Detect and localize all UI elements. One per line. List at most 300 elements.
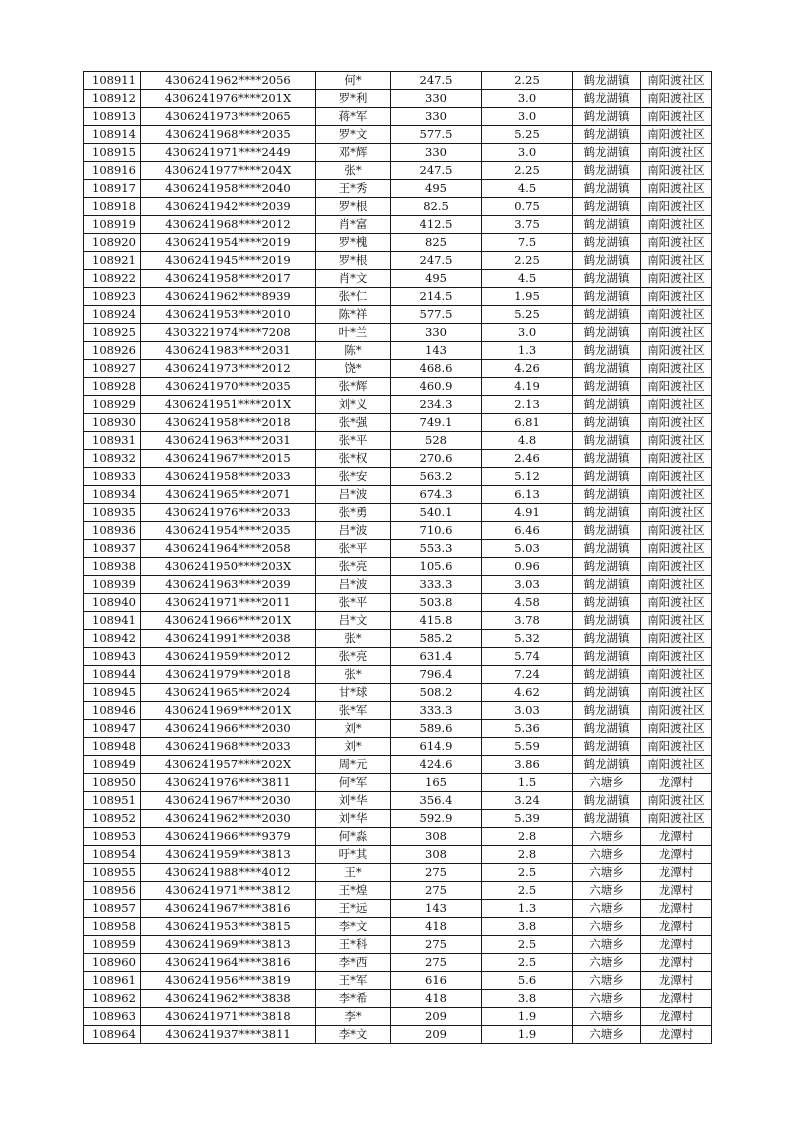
town-cell: 鹤龙湖镇 xyxy=(573,288,641,306)
community-cell: 南阳渡社区 xyxy=(641,216,712,234)
quantity-cell: 6.46 xyxy=(482,522,573,540)
record-id-cell: 108960 xyxy=(84,954,141,972)
quantity-cell: 5.03 xyxy=(482,540,573,558)
table-row xyxy=(84,504,712,522)
community-cell: 南阳渡社区 xyxy=(641,288,712,306)
amount-cell: 275 xyxy=(391,882,482,900)
id-number-cell: 4306241971****3818 xyxy=(141,1008,316,1026)
name-cell: 张*亮 xyxy=(316,558,391,576)
town-cell: 鹤龙湖镇 xyxy=(573,558,641,576)
name-cell: 刘* xyxy=(316,720,391,738)
amount-cell: 468.6 xyxy=(391,360,482,378)
id-number-cell: 4306241958****2040 xyxy=(141,180,316,198)
name-cell: 何* xyxy=(316,72,391,90)
table-row xyxy=(84,918,712,936)
amount-cell: 333.3 xyxy=(391,576,482,594)
table-row xyxy=(84,720,712,738)
quantity-cell: 4.5 xyxy=(482,270,573,288)
table-row xyxy=(84,270,712,288)
amount-cell: 214.5 xyxy=(391,288,482,306)
table-row xyxy=(84,936,712,954)
quantity-cell: 7.24 xyxy=(482,666,573,684)
community-cell: 南阳渡社区 xyxy=(641,468,712,486)
town-cell: 六塘乡 xyxy=(573,900,641,918)
amount-cell: 424.6 xyxy=(391,756,482,774)
community-cell: 南阳渡社区 xyxy=(641,396,712,414)
record-id-cell: 108925 xyxy=(84,324,141,342)
community-cell: 龙潭村 xyxy=(641,954,712,972)
community-cell: 南阳渡社区 xyxy=(641,756,712,774)
record-id-cell: 108912 xyxy=(84,90,141,108)
amount-cell: 592.9 xyxy=(391,810,482,828)
amount-cell: 418 xyxy=(391,918,482,936)
community-cell: 南阳渡社区 xyxy=(641,486,712,504)
table-row xyxy=(84,252,712,270)
quantity-cell: 4.19 xyxy=(482,378,573,396)
amount-cell: 270.6 xyxy=(391,450,482,468)
name-cell: 张*亮 xyxy=(316,648,391,666)
town-cell: 鹤龙湖镇 xyxy=(573,540,641,558)
amount-cell: 418 xyxy=(391,990,482,1008)
amount-cell: 308 xyxy=(391,828,482,846)
id-number-cell: 4306241950****203X xyxy=(141,558,316,576)
record-id-cell: 108948 xyxy=(84,738,141,756)
town-cell: 鹤龙湖镇 xyxy=(573,468,641,486)
record-id-cell: 108923 xyxy=(84,288,141,306)
community-cell: 南阳渡社区 xyxy=(641,648,712,666)
town-cell: 鹤龙湖镇 xyxy=(573,198,641,216)
community-cell: 南阳渡社区 xyxy=(641,522,712,540)
quantity-cell: 4.8 xyxy=(482,432,573,450)
town-cell: 六塘乡 xyxy=(573,1026,641,1044)
name-cell: 张*辉 xyxy=(316,378,391,396)
amount-cell: 710.6 xyxy=(391,522,482,540)
town-cell: 鹤龙湖镇 xyxy=(573,504,641,522)
community-cell: 南阳渡社区 xyxy=(641,306,712,324)
id-number-cell: 4306241966****201X xyxy=(141,612,316,630)
community-cell: 龙潭村 xyxy=(641,1008,712,1026)
amount-cell: 247.5 xyxy=(391,162,482,180)
community-cell: 龙潭村 xyxy=(641,900,712,918)
town-cell: 鹤龙湖镇 xyxy=(573,72,641,90)
quantity-cell: 4.91 xyxy=(482,504,573,522)
quantity-cell: 1.3 xyxy=(482,900,573,918)
table-row xyxy=(84,234,712,252)
record-id-cell: 108952 xyxy=(84,810,141,828)
community-cell: 南阳渡社区 xyxy=(641,540,712,558)
table-row xyxy=(84,396,712,414)
community-cell: 南阳渡社区 xyxy=(641,738,712,756)
id-number-cell: 4306241969****201X xyxy=(141,702,316,720)
town-cell: 六塘乡 xyxy=(573,1008,641,1026)
record-id-cell: 108963 xyxy=(84,1008,141,1026)
records-table-body xyxy=(84,72,712,1044)
community-cell: 南阳渡社区 xyxy=(641,576,712,594)
id-number-cell: 4306241942****2039 xyxy=(141,198,316,216)
community-cell: 南阳渡社区 xyxy=(641,144,712,162)
record-id-cell: 108920 xyxy=(84,234,141,252)
id-number-cell: 4306241959****3813 xyxy=(141,846,316,864)
community-cell: 南阳渡社区 xyxy=(641,792,712,810)
record-id-cell: 108913 xyxy=(84,108,141,126)
table-row xyxy=(84,126,712,144)
name-cell: 邓*辉 xyxy=(316,144,391,162)
community-cell: 南阳渡社区 xyxy=(641,702,712,720)
quantity-cell: 3.8 xyxy=(482,918,573,936)
amount-cell: 209 xyxy=(391,1008,482,1026)
record-id-cell: 108939 xyxy=(84,576,141,594)
id-number-cell: 4306241991****2038 xyxy=(141,630,316,648)
table-row xyxy=(84,630,712,648)
table-row xyxy=(84,1008,712,1026)
table-row xyxy=(84,90,712,108)
amount-cell: 495 xyxy=(391,270,482,288)
id-number-cell: 4306241983****2031 xyxy=(141,342,316,360)
table-row xyxy=(84,648,712,666)
id-number-cell: 4306241988****4012 xyxy=(141,864,316,882)
quantity-cell: 0.96 xyxy=(482,558,573,576)
town-cell: 六塘乡 xyxy=(573,774,641,792)
id-number-cell: 4306241957****202X xyxy=(141,756,316,774)
community-cell: 南阳渡社区 xyxy=(641,378,712,396)
amount-cell: 460.9 xyxy=(391,378,482,396)
town-cell: 鹤龙湖镇 xyxy=(573,792,641,810)
record-id-cell: 108954 xyxy=(84,846,141,864)
quantity-cell: 4.62 xyxy=(482,684,573,702)
record-id-cell: 108936 xyxy=(84,522,141,540)
name-cell: 张*平 xyxy=(316,594,391,612)
town-cell: 六塘乡 xyxy=(573,846,641,864)
community-cell: 南阳渡社区 xyxy=(641,720,712,738)
name-cell: 罗*文 xyxy=(316,126,391,144)
community-cell: 龙潭村 xyxy=(641,846,712,864)
table-row xyxy=(84,792,712,810)
town-cell: 鹤龙湖镇 xyxy=(573,234,641,252)
table-row xyxy=(84,990,712,1008)
town-cell: 鹤龙湖镇 xyxy=(573,144,641,162)
name-cell: 王*远 xyxy=(316,900,391,918)
amount-cell: 247.5 xyxy=(391,252,482,270)
amount-cell: 825 xyxy=(391,234,482,252)
quantity-cell: 2.25 xyxy=(482,72,573,90)
quantity-cell: 1.9 xyxy=(482,1026,573,1044)
name-cell: 王*军 xyxy=(316,972,391,990)
town-cell: 鹤龙湖镇 xyxy=(573,756,641,774)
town-cell: 鹤龙湖镇 xyxy=(573,612,641,630)
amount-cell: 589.6 xyxy=(391,720,482,738)
table-row xyxy=(84,954,712,972)
id-number-cell: 4306241967****3816 xyxy=(141,900,316,918)
amount-cell: 275 xyxy=(391,864,482,882)
record-id-cell: 108922 xyxy=(84,270,141,288)
record-id-cell: 108914 xyxy=(84,126,141,144)
table-row xyxy=(84,342,712,360)
amount-cell: 674.3 xyxy=(391,486,482,504)
amount-cell: 528 xyxy=(391,432,482,450)
quantity-cell: 1.95 xyxy=(482,288,573,306)
id-number-cell: 4306241965****2071 xyxy=(141,486,316,504)
quantity-cell: 6.81 xyxy=(482,414,573,432)
quantity-cell: 3.03 xyxy=(482,576,573,594)
amount-cell: 508.2 xyxy=(391,684,482,702)
record-id-cell: 108938 xyxy=(84,558,141,576)
id-number-cell: 4306241976****2033 xyxy=(141,504,316,522)
quantity-cell: 2.8 xyxy=(482,846,573,864)
record-id-cell: 108962 xyxy=(84,990,141,1008)
community-cell: 南阳渡社区 xyxy=(641,180,712,198)
record-id-cell: 108955 xyxy=(84,864,141,882)
name-cell: 饶* xyxy=(316,360,391,378)
town-cell: 鹤龙湖镇 xyxy=(573,252,641,270)
amount-cell: 495 xyxy=(391,180,482,198)
town-cell: 鹤龙湖镇 xyxy=(573,414,641,432)
town-cell: 鹤龙湖镇 xyxy=(573,486,641,504)
table-row xyxy=(84,450,712,468)
name-cell: 张* xyxy=(316,666,391,684)
name-cell: 叶*兰 xyxy=(316,324,391,342)
amount-cell: 209 xyxy=(391,1026,482,1044)
record-id-cell: 108956 xyxy=(84,882,141,900)
amount-cell: 308 xyxy=(391,846,482,864)
record-id-cell: 108959 xyxy=(84,936,141,954)
town-cell: 鹤龙湖镇 xyxy=(573,810,641,828)
amount-cell: 275 xyxy=(391,936,482,954)
table-row xyxy=(84,684,712,702)
name-cell: 吕*波 xyxy=(316,522,391,540)
id-number-cell: 4306241954****2035 xyxy=(141,522,316,540)
table-row xyxy=(84,846,712,864)
quantity-cell: 5.32 xyxy=(482,630,573,648)
quantity-cell: 3.86 xyxy=(482,756,573,774)
amount-cell: 616 xyxy=(391,972,482,990)
id-number-cell: 4306241973****2012 xyxy=(141,360,316,378)
quantity-cell: 3.8 xyxy=(482,990,573,1008)
quantity-cell: 2.8 xyxy=(482,828,573,846)
name-cell: 张*军 xyxy=(316,702,391,720)
record-id-cell: 108921 xyxy=(84,252,141,270)
table-row xyxy=(84,108,712,126)
id-number-cell: 4306241964****2058 xyxy=(141,540,316,558)
community-cell: 南阳渡社区 xyxy=(641,72,712,90)
name-cell: 刘*义 xyxy=(316,396,391,414)
name-cell: 张*勇 xyxy=(316,504,391,522)
name-cell: 张*平 xyxy=(316,540,391,558)
name-cell: 吁*其 xyxy=(316,846,391,864)
quantity-cell: 2.5 xyxy=(482,882,573,900)
id-number-cell: 4306241976****201X xyxy=(141,90,316,108)
town-cell: 鹤龙湖镇 xyxy=(573,270,641,288)
id-number-cell: 4306241962****8939 xyxy=(141,288,316,306)
record-id-cell: 108928 xyxy=(84,378,141,396)
id-number-cell: 4306241966****9379 xyxy=(141,828,316,846)
town-cell: 鹤龙湖镇 xyxy=(573,180,641,198)
community-cell: 龙潭村 xyxy=(641,990,712,1008)
record-id-cell: 108947 xyxy=(84,720,141,738)
quantity-cell: 3.78 xyxy=(482,612,573,630)
table-row xyxy=(84,324,712,342)
quantity-cell: 3.03 xyxy=(482,702,573,720)
town-cell: 六塘乡 xyxy=(573,972,641,990)
id-number-cell: 4306241979****2018 xyxy=(141,666,316,684)
name-cell: 吕*波 xyxy=(316,576,391,594)
amount-cell: 614.9 xyxy=(391,738,482,756)
quantity-cell: 2.5 xyxy=(482,954,573,972)
community-cell: 南阳渡社区 xyxy=(641,198,712,216)
id-number-cell: 4306241945****2019 xyxy=(141,252,316,270)
id-number-cell: 4306241967****2015 xyxy=(141,450,316,468)
name-cell: 李*希 xyxy=(316,990,391,1008)
name-cell: 李*文 xyxy=(316,1026,391,1044)
name-cell: 肖*文 xyxy=(316,270,391,288)
table-row xyxy=(84,810,712,828)
name-cell: 罗*根 xyxy=(316,252,391,270)
amount-cell: 563.2 xyxy=(391,468,482,486)
table-row xyxy=(84,666,712,684)
community-cell: 南阳渡社区 xyxy=(641,108,712,126)
amount-cell: 82.5 xyxy=(391,198,482,216)
town-cell: 鹤龙湖镇 xyxy=(573,630,641,648)
name-cell: 张* xyxy=(316,630,391,648)
town-cell: 鹤龙湖镇 xyxy=(573,396,641,414)
town-cell: 鹤龙湖镇 xyxy=(573,522,641,540)
name-cell: 何*军 xyxy=(316,774,391,792)
record-id-cell: 108935 xyxy=(84,504,141,522)
amount-cell: 553.3 xyxy=(391,540,482,558)
record-id-cell: 108951 xyxy=(84,792,141,810)
town-cell: 六塘乡 xyxy=(573,990,641,1008)
record-id-cell: 108944 xyxy=(84,666,141,684)
amount-cell: 356.4 xyxy=(391,792,482,810)
town-cell: 六塘乡 xyxy=(573,918,641,936)
table-row xyxy=(84,162,712,180)
name-cell: 甘*球 xyxy=(316,684,391,702)
amount-cell: 577.5 xyxy=(391,126,482,144)
amount-cell: 105.6 xyxy=(391,558,482,576)
quantity-cell: 3.75 xyxy=(482,216,573,234)
name-cell: 张*强 xyxy=(316,414,391,432)
name-cell: 王* xyxy=(316,864,391,882)
amount-cell: 234.3 xyxy=(391,396,482,414)
name-cell: 张*平 xyxy=(316,432,391,450)
name-cell: 陈*祥 xyxy=(316,306,391,324)
town-cell: 鹤龙湖镇 xyxy=(573,216,641,234)
table-row xyxy=(84,594,712,612)
name-cell: 刘* xyxy=(316,738,391,756)
id-number-cell: 4306241965****2024 xyxy=(141,684,316,702)
community-cell: 南阳渡社区 xyxy=(641,342,712,360)
community-cell: 龙潭村 xyxy=(641,1026,712,1044)
community-cell: 南阳渡社区 xyxy=(641,252,712,270)
record-id-cell: 108933 xyxy=(84,468,141,486)
quantity-cell: 5.6 xyxy=(482,972,573,990)
record-id-cell: 108957 xyxy=(84,900,141,918)
name-cell: 周*元 xyxy=(316,756,391,774)
record-id-cell: 108917 xyxy=(84,180,141,198)
name-cell: 刘*华 xyxy=(316,792,391,810)
name-cell: 罗*槐 xyxy=(316,234,391,252)
name-cell: 张*权 xyxy=(316,450,391,468)
table-row xyxy=(84,612,712,630)
name-cell: 李*文 xyxy=(316,918,391,936)
id-number-cell: 4306241968****2035 xyxy=(141,126,316,144)
community-cell: 龙潭村 xyxy=(641,918,712,936)
record-id-cell: 108932 xyxy=(84,450,141,468)
id-number-cell: 4306241971****3812 xyxy=(141,882,316,900)
town-cell: 六塘乡 xyxy=(573,936,641,954)
amount-cell: 330 xyxy=(391,108,482,126)
community-cell: 南阳渡社区 xyxy=(641,504,712,522)
community-cell: 南阳渡社区 xyxy=(641,234,712,252)
table-row xyxy=(84,540,712,558)
amount-cell: 143 xyxy=(391,342,482,360)
quantity-cell: 3.0 xyxy=(482,144,573,162)
community-cell: 南阳渡社区 xyxy=(641,90,712,108)
quantity-cell: 2.13 xyxy=(482,396,573,414)
table-row xyxy=(84,522,712,540)
name-cell: 王*科 xyxy=(316,936,391,954)
town-cell: 鹤龙湖镇 xyxy=(573,306,641,324)
name-cell: 何*淼 xyxy=(316,828,391,846)
table-row xyxy=(84,864,712,882)
town-cell: 鹤龙湖镇 xyxy=(573,162,641,180)
amount-cell: 330 xyxy=(391,90,482,108)
record-id-cell: 108911 xyxy=(84,72,141,90)
id-number-cell: 4306241962****3838 xyxy=(141,990,316,1008)
id-number-cell: 4306241958****2018 xyxy=(141,414,316,432)
name-cell: 蒋*军 xyxy=(316,108,391,126)
table-row xyxy=(84,972,712,990)
community-cell: 龙潭村 xyxy=(641,972,712,990)
amount-cell: 749.1 xyxy=(391,414,482,432)
id-number-cell: 4306241937****3811 xyxy=(141,1026,316,1044)
quantity-cell: 3.0 xyxy=(482,324,573,342)
amount-cell: 796.4 xyxy=(391,666,482,684)
table-row xyxy=(84,306,712,324)
table-row xyxy=(84,702,712,720)
amount-cell: 330 xyxy=(391,144,482,162)
town-cell: 鹤龙湖镇 xyxy=(573,324,641,342)
record-id-cell: 108961 xyxy=(84,972,141,990)
id-number-cell: 4306241958****2017 xyxy=(141,270,316,288)
name-cell: 王*煌 xyxy=(316,882,391,900)
community-cell: 龙潭村 xyxy=(641,774,712,792)
id-number-cell: 4306241951****201X xyxy=(141,396,316,414)
community-cell: 南阳渡社区 xyxy=(641,594,712,612)
amount-cell: 577.5 xyxy=(391,306,482,324)
id-number-cell: 4306241977****204X xyxy=(141,162,316,180)
town-cell: 鹤龙湖镇 xyxy=(573,738,641,756)
id-number-cell: 4306241976****3811 xyxy=(141,774,316,792)
id-number-cell: 4306241971****2011 xyxy=(141,594,316,612)
table-row xyxy=(84,558,712,576)
quantity-cell: 5.39 xyxy=(482,810,573,828)
id-number-cell: 4306241968****2012 xyxy=(141,216,316,234)
id-number-cell: 4306241962****2030 xyxy=(141,810,316,828)
name-cell: 张* xyxy=(316,162,391,180)
quantity-cell: 7.5 xyxy=(482,234,573,252)
name-cell: 王*秀 xyxy=(316,180,391,198)
id-number-cell: 4306241967****2030 xyxy=(141,792,316,810)
amount-cell: 540.1 xyxy=(391,504,482,522)
id-number-cell: 4306241958****2033 xyxy=(141,468,316,486)
name-cell: 刘*华 xyxy=(316,810,391,828)
community-cell: 南阳渡社区 xyxy=(641,630,712,648)
name-cell: 李* xyxy=(316,1008,391,1026)
table-row xyxy=(84,900,712,918)
record-id-cell: 108929 xyxy=(84,396,141,414)
quantity-cell: 5.25 xyxy=(482,306,573,324)
town-cell: 鹤龙湖镇 xyxy=(573,720,641,738)
